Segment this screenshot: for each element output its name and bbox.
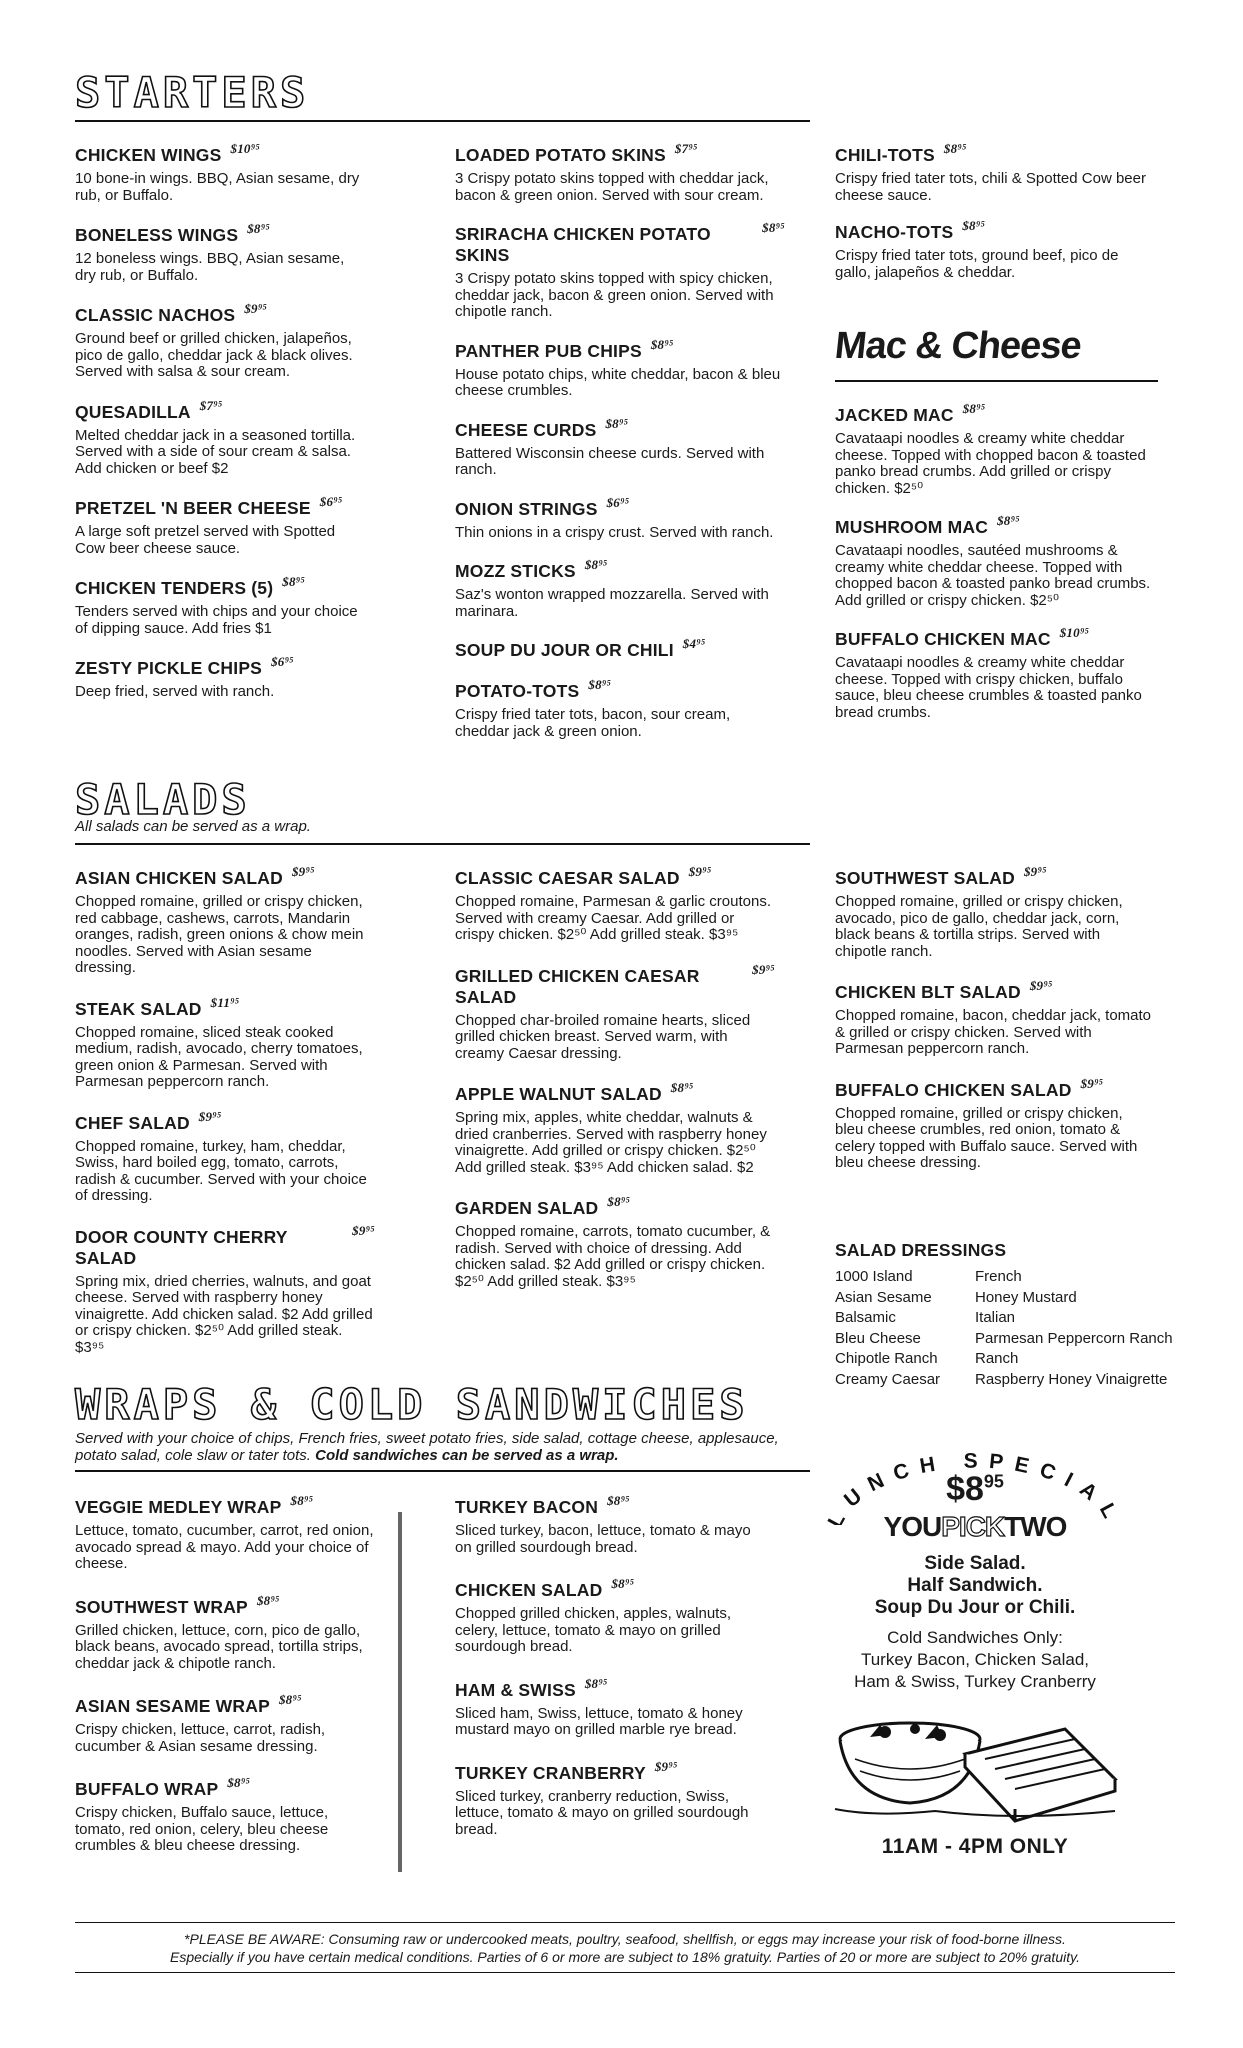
menu-item-header <box>75 654 365 679</box>
menu-item <box>75 1592 375 1673</box>
menu-item-price: $9⁹⁵ <box>244 301 268 316</box>
wraps-note-bold: Cold sandwiches can be served as a wrap. <box>315 1447 619 1464</box>
menu-item-description: Crispy chicken, lettuce, carrot, radish, cucumber & Asian sesame dressing. <box>75 1721 326 1755</box>
menu-item-description: Chopped romaine, grilled or crispy chicken, bleu cheese crumbles, red onion, tomato & celery topped with Buffalo sauce. Served with bleu cheese dressing. <box>835 1104 1138 1171</box>
menu-item-name: SOUTHWEST WRAP <box>75 1596 248 1617</box>
menu-item <box>835 141 1155 204</box>
menu-item-price: $8⁹⁵ <box>962 401 986 416</box>
menu-item-name: CLASSIC NACHOS <box>75 305 236 325</box>
menu-item-description: 3 Crispy potato skins topped with cheddar jack, bacon & green onion. Served with sour cream. <box>455 170 769 204</box>
menu-item-name: APPLE WALNUT SALAD <box>455 1084 662 1104</box>
lunch-arc-text: LUNCH SPECIAL <box>823 1449 1127 1525</box>
menu-item-description: Chopped romaine, Parmesan & garlic croutons. Served with creamy Caesar. Add grilled or crispy chicken. $2⁵⁰ Add grilled steak. $3⁹⁵ <box>455 893 771 943</box>
menu-item <box>455 864 775 944</box>
menu-item <box>455 557 785 620</box>
mac-col <box>835 401 1155 741</box>
menu-item-header <box>455 1080 775 1105</box>
menu-item <box>455 636 785 661</box>
menu-item-description: 3 Crispy potato skins topped with spicy chicken, cheddar jack, bacon & green onion. Served with chipotle ranch. <box>455 270 774 320</box>
pick-you: YOU <box>883 1511 942 1542</box>
menu-item <box>75 1692 375 1755</box>
menu-item <box>75 494 365 557</box>
menu-item <box>75 1222 375 1357</box>
menu-item-header <box>75 994 375 1020</box>
menu-item-name: ASIAN SESAME WRAP <box>75 1696 270 1716</box>
menu-item-name: HAM & SWISS <box>455 1679 576 1700</box>
menu-item-header <box>75 864 375 889</box>
menu-item-description: Melted cheddar jack in a seasoned tortilla. Served with a side of sour cream & salsa. Add chicken or beef $2 <box>75 426 356 477</box>
salads-rule <box>75 843 810 845</box>
lunch-hours: 11AM - 4PM ONLY <box>881 1835 1069 1858</box>
menu-item-price: $6⁹⁵ <box>319 494 343 509</box>
menu-item-header <box>455 220 785 266</box>
menu-item <box>455 220 785 321</box>
pick-pick: PICK <box>941 1511 1005 1542</box>
menu-item-price: $7⁹⁵ <box>674 141 698 156</box>
menu-item-description: Chopped romaine, carrots, tomato cucumber, & radish. Served with choice of dressing. Add chicken salad. $2 Add grilled or crispy chicken. $2⁵⁰ Add grilled steak. $3⁹⁵ <box>455 1223 771 1290</box>
menu-item-price: $8⁹⁵ <box>584 557 608 572</box>
menu-item-header <box>75 301 365 326</box>
menu-item-header <box>455 1758 755 1784</box>
menu-item-name: ASIAN CHICKEN SALAD <box>75 868 283 888</box>
dressing-item: Italian <box>975 1309 1016 1326</box>
column-divider <box>398 1512 402 1872</box>
menu-item-description: Thin onions in a crispy crust. Served with ranch. <box>455 523 774 541</box>
menu-item-description: Cavataapi noodles, sautéed mushrooms & creamy white cheddar cheese. Topped with chopped bacon & toasted panko bread crumbs. Add grilled or crispy chicken. $2⁵⁰ <box>835 542 1151 609</box>
dressing-item: Creamy Caesar <box>835 1370 941 1388</box>
menu-item-header <box>75 1592 375 1618</box>
salads-col3 <box>835 864 1155 1194</box>
starters-col1 <box>75 141 365 722</box>
menu-item-name: GARDEN SALAD <box>455 1198 599 1218</box>
menu-item-description: Chopped char-broiled romaine hearts, sliced grilled chicken breast. Served warm, with creamy Caesar dressing. <box>455 1011 751 1062</box>
menu-item-price: $4⁹⁵ <box>682 636 706 651</box>
menu-item-name: STEAK SALAD <box>75 998 202 1019</box>
menu-item <box>835 625 1155 721</box>
salads-note: All salads can be served as a wrap. <box>75 818 311 835</box>
wraps-rule <box>75 1470 810 1472</box>
menu-item-description: Grilled chicken, lettuce, corn, pico de gallo, black beans, avocado spread, tortilla strips, cheddar jack & chipotle ranch. <box>75 1621 363 1672</box>
lunch-line1: Side Salad. <box>924 1553 1026 1574</box>
starters-rule <box>75 120 810 122</box>
lunch-price-main: $8 <box>946 1470 984 1508</box>
menu-item-name: VEGGIE MEDLEY WRAP <box>75 1497 282 1517</box>
menu-item-header <box>835 864 1155 889</box>
menu-item-name: CHICKEN WINGS <box>75 145 222 165</box>
menu-item <box>835 1075 1155 1172</box>
you-pick-two <box>815 1511 1135 1543</box>
menu-item-name: SOUTHWEST SALAD <box>835 868 1015 888</box>
menu-item-price: $8⁹⁵ <box>247 221 271 236</box>
menu-item-price: $9⁹⁵ <box>1029 978 1053 993</box>
menu-item-price: $8⁹⁵ <box>282 574 306 589</box>
menu-item-description: Chopped romaine, turkey, ham, cheddar, Swiss, hard boiled egg, tomato, carrots, radish & cucumber. Served with your choice of dressing. <box>75 1137 367 1204</box>
menu-item-header <box>455 557 785 582</box>
menu-item-header <box>455 141 785 166</box>
menu-item <box>75 1775 375 1855</box>
menu-item-price: $10⁹⁵ <box>230 141 261 156</box>
mac-rule <box>835 380 1158 382</box>
salads-col1 <box>75 864 375 1378</box>
menu-item <box>835 978 1155 1058</box>
menu-item-header <box>455 961 775 1008</box>
menu-item-header <box>835 1075 1155 1101</box>
menu-item-name: DOOR COUNTY CHERRY SALAD <box>75 1226 288 1268</box>
menu-item-description: Battered Wisconsin cheese curds. Served with ranch. <box>455 444 765 478</box>
menu-item-name: LOADED POTATO SKINS <box>455 145 666 165</box>
menu-item <box>75 654 365 701</box>
menu-item-header <box>455 1194 775 1219</box>
menu-item <box>455 1576 755 1656</box>
menu-item-header <box>455 636 785 661</box>
menu-item <box>455 677 785 740</box>
dressing-item: Balsamic <box>835 1309 896 1326</box>
menu-item-header <box>455 415 785 441</box>
menu-item-name: BUFFALO CHICKEN SALAD <box>835 1079 1072 1100</box>
menu-item-header <box>75 1222 375 1269</box>
menu-item-description: Crispy fried tater tots, chili & Spotted Cow beer cheese sauce. <box>835 170 1146 204</box>
menu-item-name: TURKEY BACON <box>455 1497 599 1517</box>
lunch-cold-2: Ham & Swiss, Turkey Cranberry <box>854 1672 1096 1691</box>
dressing-item: Bleu Cheese <box>835 1329 921 1347</box>
menu-item-price: $8⁹⁵ <box>962 218 986 233</box>
salad-dressings-list <box>835 1267 1195 1390</box>
lunch-price-cents: 95 <box>983 1471 1004 1492</box>
menu-item-price: $7⁹⁵ <box>199 397 223 413</box>
menu-item-description: Sliced turkey, bacon, lettuce, tomato & mayo on grilled sourdough bread. <box>455 1522 751 1556</box>
menu-item-price: $8⁹⁵ <box>290 1493 314 1508</box>
menu-item-price: $8⁹⁵ <box>670 1080 694 1095</box>
menu-item-price: $8⁹⁵ <box>611 1576 635 1591</box>
menu-item <box>455 336 785 400</box>
menu-item-price: $8⁹⁵ <box>584 1675 608 1691</box>
dressing-item: French <box>975 1268 1022 1285</box>
menu-item <box>75 574 365 637</box>
menu-item <box>835 401 1155 497</box>
menu-item-description: Spring mix, apples, white cheddar, walnuts & dried cranberries. Served with raspberry honey vinaigrette. Add grilled or crispy chicken. $2⁵⁰ Add grilled steak. $3⁹⁵ Add chicken salad. $2 <box>455 1109 767 1176</box>
menu-item-header <box>835 513 1155 538</box>
lunch-cold-title: Cold Sandwiches Only: <box>887 1628 1063 1647</box>
menu-item-name: MUSHROOM MAC <box>835 517 989 537</box>
menu-item-description: Deep fried, served with ranch. <box>75 683 275 700</box>
menu-item-header <box>455 677 785 702</box>
menu-item-price: $8⁹⁵ <box>762 220 785 235</box>
menu-item-header <box>75 1692 375 1717</box>
menu-item-price: $8⁹⁵ <box>278 1692 302 1707</box>
menu-item-name: PANTHER PUB CHIPS <box>455 340 642 361</box>
menu-item-price: $9⁹⁵ <box>654 1758 678 1774</box>
menu-item <box>455 494 785 542</box>
menu-item-header <box>75 1775 375 1800</box>
menu-item-name: CHICKEN BLT SALAD <box>835 982 1021 1002</box>
menu-item-description: Tenders served with chips and your choice of dipping sauce. Add fries $1 <box>75 603 358 637</box>
menu-item-name: SOUP DU JOUR OR CHILI <box>455 640 674 660</box>
menu-item-description: Chopped grilled chicken, apples, walnuts, celery, lettuce, tomato & mayo on grilled sourdough bread. <box>455 1605 731 1655</box>
menu-item <box>75 1493 375 1573</box>
menu-item-description: Chopped romaine, bacon, cheddar jack, tomato & grilled or crispy chicken. Served with Parmesan peppercorn ranch. <box>835 1007 1152 1057</box>
soup-and-sandwich-icon <box>815 1699 1135 1829</box>
menu-item-name: BUFFALO WRAP <box>75 1779 219 1799</box>
menu-item-price: $9⁹⁵ <box>1023 864 1047 879</box>
menu-item-price: $8⁹⁵ <box>997 513 1020 528</box>
menu-item-name: NACHO-TOTS <box>835 222 954 242</box>
pick-two: TWO <box>1004 1511 1067 1542</box>
menu-item <box>455 415 785 479</box>
menu-item-description: 12 boneless wings. BBQ, Asian sesame, dry rub, or Buffalo. <box>75 250 345 284</box>
menu-item-header <box>455 494 785 520</box>
wraps-col1 <box>75 1493 375 1879</box>
menu-item <box>75 397 365 478</box>
menu-item <box>835 218 1155 281</box>
menu-item-description: A large soft pretzel served with Spotted Cow beer cheese sauce. <box>75 523 336 557</box>
menu-item-price: $9⁹⁵ <box>198 1108 222 1124</box>
disclaimer-rule-top <box>75 1922 1175 1923</box>
dressing-item: Raspberry Honey Vinaigrette <box>975 1370 1168 1388</box>
menu-item-price: $9⁹⁵ <box>352 1222 375 1238</box>
menu-item-name: SRIRACHA CHICKEN POTATO SKINS <box>455 224 711 265</box>
wraps-title: WRAPS & COLD SANDWICHES <box>75 1380 749 1429</box>
salads-col2 <box>455 864 775 1312</box>
menu-item-description: Chopped romaine, grilled or crispy chicken, red cabbage, cashews, carrots, Mandarin oranges, radish, green onions & chow mein noodles. Served with Asian sesame dressing. <box>75 893 364 976</box>
dressing-item: Ranch <box>975 1350 1019 1367</box>
menu-item-description: Chopped romaine, sliced steak cooked medium, radish, avocado, cherry tomatoes, green onion & Parmesan. Served with Parmesan peppercorn ranch. <box>75 1023 363 1090</box>
disclaimer-line2: Especially if you have certain medical conditions. Parties of 6 or more are subject to 18% gratuity. Parties of 20 or more are subject to 20% gratuity. <box>170 1949 1080 1965</box>
menu-item-price: $10⁹⁵ <box>1059 625 1090 640</box>
menu-item-price: $9⁹⁵ <box>291 864 315 879</box>
menu-item-header <box>75 494 365 519</box>
menu-item-description: Crispy fried tater tots, ground beef, pico de gallo, jalapeños & cheddar. <box>835 247 1119 281</box>
menu-item-description: Sliced turkey, cranberry reduction, Swiss, lettuce, tomato & mayo on grilled sourdough bread. <box>455 1787 749 1838</box>
starters-col3 <box>835 141 1155 299</box>
wraps-col2 <box>455 1493 755 1862</box>
dressing-item: Parmesan Peppercorn Ranch <box>975 1329 1173 1347</box>
menu-item <box>75 301 365 381</box>
menu-item-price: $11⁹⁵ <box>210 994 240 1010</box>
menu-item-name: MOZZ STICKS <box>455 561 576 581</box>
menu-item-price: $8⁹⁵ <box>605 415 629 431</box>
menu-item-description: Cavataapi noodles & creamy white cheddar cheese. Topped with chopped bacon & toasted panko bread crumbs. Add grilled or crispy chicken. $2⁵⁰ <box>835 430 1146 497</box>
menu-item-price: $6⁹⁵ <box>606 494 630 510</box>
menu-item-name: CHEF SALAD <box>75 1112 190 1133</box>
lunch-cold-1: Turkey Bacon, Chicken Salad, <box>860 1650 1090 1669</box>
menu-item-header <box>75 141 365 166</box>
lunch-line3: Soup Du Jour or Chili. <box>874 1597 1076 1618</box>
menu-item-description: House potato chips, white cheddar, bacon & bleu cheese crumbles. <box>455 365 781 399</box>
menu-item <box>455 1194 775 1290</box>
menu-item-name: GRILLED CHICKEN CAESAR SALAD <box>455 965 700 1007</box>
menu-item-description: Chopped romaine, grilled or crispy chicken, avocado, pico de gallo, cheddar jack, corn, black beans & tortilla strips. Served with chipotle ranch. <box>835 893 1123 960</box>
menu-item <box>835 513 1155 609</box>
menu-item-price: $9⁹⁵ <box>752 961 775 977</box>
dressing-item: Chipotle Ranch <box>835 1350 938 1367</box>
menu-item-header <box>835 401 1155 426</box>
menu-item <box>455 141 785 204</box>
menu-item-price: $8⁹⁵ <box>650 336 674 352</box>
lunch-special <box>815 1445 1135 1859</box>
wraps-note <box>75 1430 795 1464</box>
dressing-item: 1000 Island <box>835 1268 913 1285</box>
menu-item <box>455 1675 755 1739</box>
menu-item-price: $8⁹⁵ <box>227 1775 251 1790</box>
menu-item <box>455 1758 755 1839</box>
starters-title: STARTERS <box>75 68 310 117</box>
menu-item <box>835 864 1155 960</box>
menu-item-name: CHICKEN SALAD <box>455 1580 603 1600</box>
starters-col2 <box>455 141 785 760</box>
menu-item-name: CHEESE CURDS <box>455 419 597 440</box>
menu-item-header <box>455 1493 755 1518</box>
menu-item-name: POTATO-TOTS <box>455 681 580 701</box>
menu-item-name: BUFFALO CHICKEN MAC <box>835 629 1051 649</box>
menu-item-header <box>835 218 1155 243</box>
menu-item-header <box>835 141 1155 166</box>
menu-item-name: CHICKEN TENDERS (5) <box>75 578 274 598</box>
menu-item-price: $9⁹⁵ <box>1080 1075 1104 1091</box>
menu-item-header <box>75 574 365 599</box>
mac-title: Mac & Cheese <box>832 325 1083 367</box>
salads-title: SALADS <box>75 775 251 824</box>
lunch-line2: Half Sandwich. <box>907 1575 1043 1596</box>
menu-item-name: CLASSIC CAESAR SALAD <box>455 868 680 888</box>
menu-item <box>75 141 365 204</box>
salad-dressings-title: SALAD DRESSINGS <box>835 1240 1007 1260</box>
menu-item-name: ONION STRINGS <box>455 498 598 519</box>
menu-item-price: $9⁹⁵ <box>688 864 712 879</box>
menu-item-name: QUESADILLA <box>75 401 191 422</box>
disclaimer-line1: *PLEASE BE AWARE: Consuming raw or undercooked meats, poultry, seafood, shellfish, or eggs may increase your risk of food-borne illness. <box>184 1931 1066 1947</box>
menu-item <box>75 1108 375 1205</box>
menu-item-header <box>75 1493 375 1518</box>
disclaimer-rule-bottom <box>75 1972 1175 1973</box>
menu-item-name: CHILI-TOTS <box>835 145 935 165</box>
menu-item-header <box>455 1576 755 1601</box>
menu-item-description: Ground beef or grilled chicken, jalapeños, pico de gallo, cheddar jack & black olives. Served with salsa & sour cream. <box>75 330 353 380</box>
menu-item-header <box>455 336 785 362</box>
menu-item-header <box>835 978 1155 1003</box>
menu-item <box>75 221 365 284</box>
menu-item-header <box>75 397 365 423</box>
menu-item-price: $8⁹⁵ <box>607 1493 630 1508</box>
menu-item-name: PRETZEL 'N BEER CHEESE <box>75 498 311 518</box>
menu-item-header <box>455 864 775 889</box>
menu-item-price: $8⁹⁵ <box>256 1592 280 1608</box>
menu-item-name: ZESTY PICKLE CHIPS <box>75 658 263 678</box>
menu-item-header <box>835 625 1155 650</box>
menu-item-price: $8⁹⁵ <box>588 677 612 692</box>
menu-item-header <box>75 1108 375 1134</box>
menu-item-description: Saz's wonton wrapped mozzarella. Served with marinara. <box>455 586 769 620</box>
menu-item-name: BONELESS WINGS <box>75 225 239 245</box>
menu-item-description: 10 bone-in wings. BBQ, Asian sesame, dry rub, or Buffalo. <box>75 170 360 204</box>
menu-item <box>75 864 375 977</box>
menu-item-description: Sliced ham, Swiss, lettuce, tomato & honey mustard mayo on grilled marble rye bread. <box>455 1704 743 1738</box>
menu-item <box>455 961 775 1063</box>
menu-item-price: $6⁹⁵ <box>271 654 294 669</box>
menu-item-name: TURKEY CRANBERRY <box>455 1762 646 1783</box>
menu-item-name: JACKED MAC <box>835 405 954 425</box>
menu-item-description: Cavataapi noodles & creamy white cheddar cheese. Topped with crispy chicken, buffalo sauce, bleu cheese crumbles & toasted panko bread crumbs. <box>835 654 1142 721</box>
salad-dressings <box>835 1240 1195 1390</box>
menu-item-description: Crispy chicken, Buffalo sauce, lettuce, tomato, red onion, celery, bleu cheese crumbles & bleu cheese dressing. <box>75 1804 329 1854</box>
menu-item-description: Crispy fried tater tots, bacon, sour cream, cheddar jack & green onion. <box>455 706 731 740</box>
menu-item-price: $8⁹⁵ <box>607 1194 631 1209</box>
menu-item-header <box>455 1675 755 1701</box>
dressing-item: Honey Mustard <box>975 1288 1077 1306</box>
menu-item <box>455 1080 775 1176</box>
wraps-note-text: Served with your choice of chips, French fries, sweet potato fries, side salad, cottage cheese, applesauce, potato salad, cole slaw or tater tots. <box>75 1430 779 1464</box>
menu-item <box>75 994 375 1091</box>
dressing-item: Asian Sesame <box>835 1288 932 1306</box>
menu-item-header <box>75 221 365 246</box>
menu-item-description: Spring mix, dried cherries, walnuts, and goat cheese. Served with raspberry honey vinaigrette. Add chicken salad. $2 Add grilled or crispy chicken. $2⁵⁰ Add grilled steak. $3⁹⁵ <box>75 1272 373 1356</box>
menu-item-price: $8⁹⁵ <box>943 141 967 156</box>
menu-item <box>455 1493 755 1556</box>
menu-item-description: Lettuce, tomato, cucumber, carrot, red onion, avocado spread & mayo. Add your choice of cheese. <box>75 1522 374 1572</box>
disclaimer <box>75 1930 1175 1966</box>
